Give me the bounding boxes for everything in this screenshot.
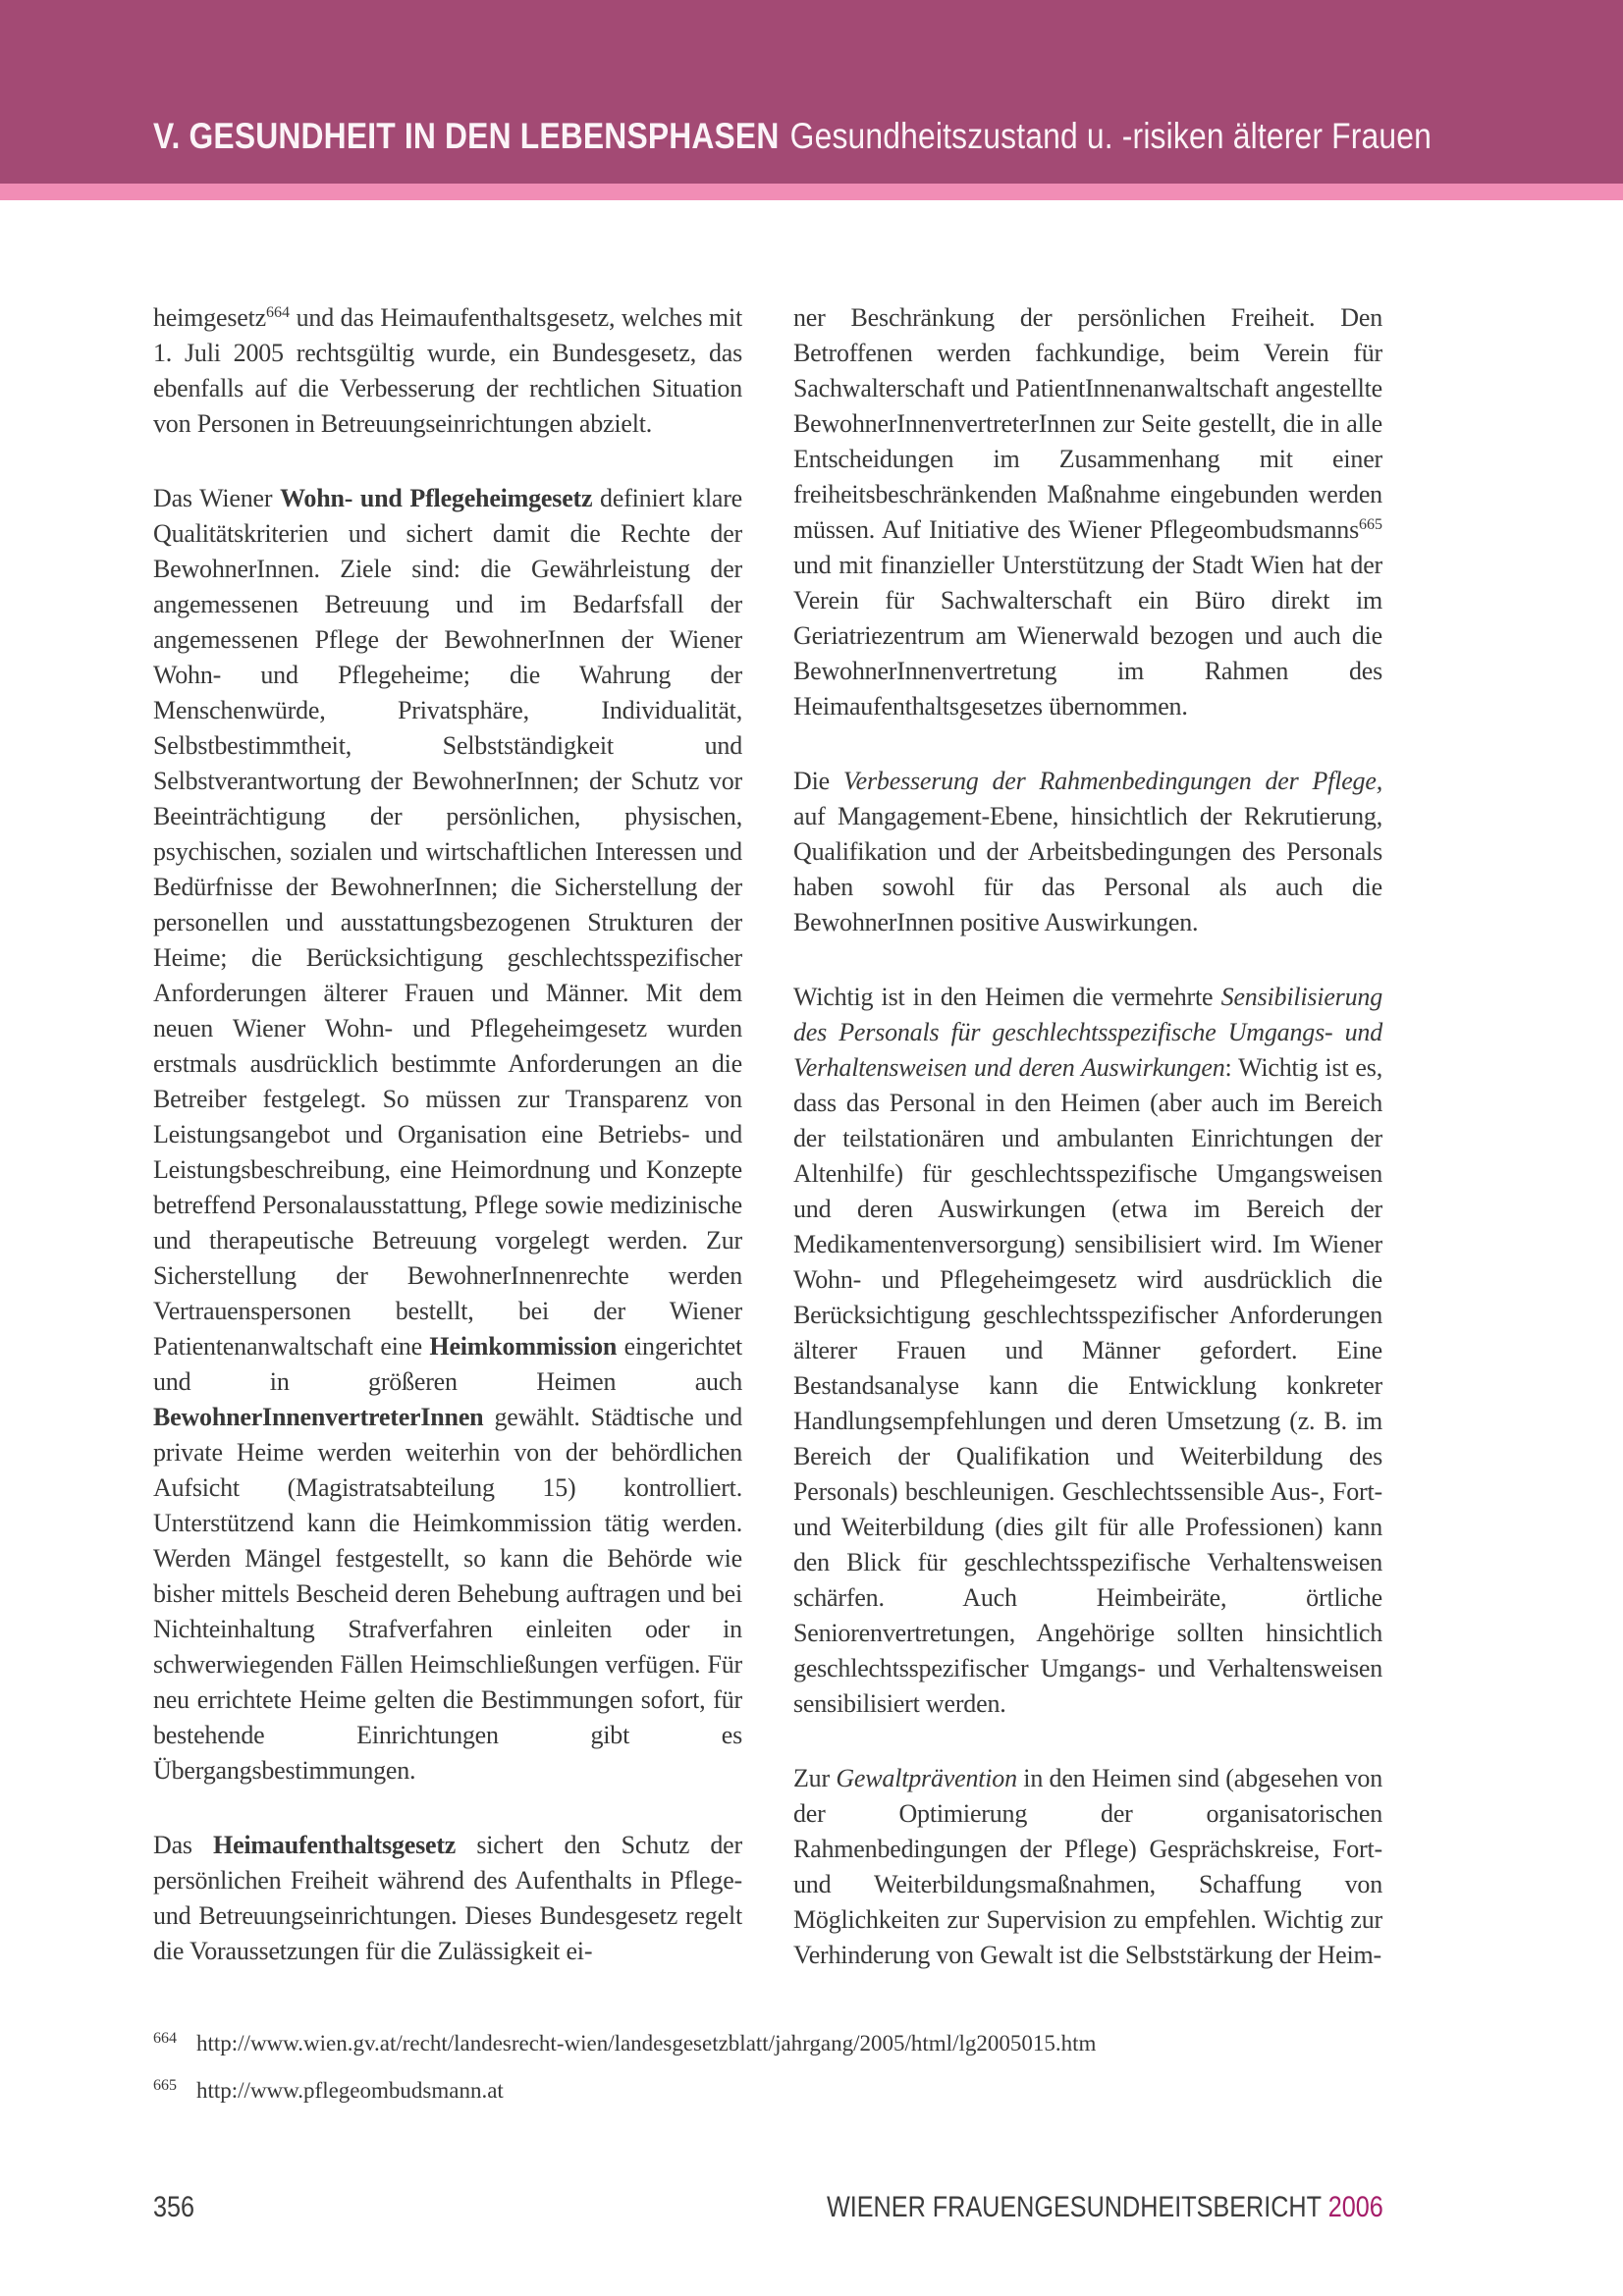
text-run: eingerichtet und in größeren Heimen auch bbox=[153, 1332, 742, 1396]
footnote-url: http://www.wien.gv.at/recht/landesrecht-wien/landesgesetzblatt/jahrgang/2005/html/lg2005015.htm bbox=[196, 2031, 1097, 2056]
left-column bbox=[153, 300, 742, 1973]
paragraph bbox=[153, 481, 742, 1789]
paragraph bbox=[153, 1828, 742, 1969]
accent-stripe bbox=[0, 184, 1623, 200]
text-run: Wohn- und Pflegeheimgesetz bbox=[280, 484, 593, 512]
text-run: BewohnerInnenvertreterInnen bbox=[153, 1403, 484, 1431]
footnote-reference: 665 bbox=[1359, 516, 1382, 533]
footnote bbox=[153, 2071, 1383, 2105]
text-run: Das Wiener bbox=[153, 484, 281, 512]
paragraph bbox=[793, 764, 1382, 940]
text-run: Zur bbox=[793, 1764, 837, 1792]
footnotes bbox=[153, 2024, 1383, 2118]
footnote-marker: 664 bbox=[153, 2030, 177, 2047]
footnote bbox=[153, 2024, 1383, 2057]
text-run: und mit finanzieller Unterstützung der Stadt Wien hat der Verein für Sachwalterschaft ein Büro direkt im Geriatriezentrum am Wienerwald bezogen und auch die BewohnerInnenvertretung im Rahmen des Heimaufenthaltsgesetzes übernommen. bbox=[793, 551, 1382, 721]
text-run: Die bbox=[793, 767, 843, 795]
report-title-line bbox=[827, 2191, 1383, 2224]
text-run: Das bbox=[153, 1831, 214, 1859]
right-column bbox=[793, 300, 1382, 1973]
text-run: in den Heimen sind (abgesehen von der Optimierung der organisatorischen Rahmenbedingungen der Pflege) Gesprächskreise, Fort- und Weiterbildungsmaßnahmen, Schaffung von Möglichkeiten zur Supervision zu empfehlen. Wichtig zur Verhinderung von Gewalt ist die Selbststärkung der Heim- bbox=[793, 1764, 1383, 1969]
paragraph bbox=[793, 980, 1382, 1722]
text-run: Heimkommission bbox=[429, 1332, 618, 1361]
text-run: gewählt. Städtische und private Heime werden weiterhin von der behördlichen Aufsicht (Magistratsabteilung 15) kontrolliert. Unterstützend kann die Heimkommission tätig werden. Werden Mängel festgestellt, so kann die Behörde wie bisher mittels Bescheid deren Behebung auftragen und bei Nichteinhaltung Strafverfahren einleiten oder in schwerwiegenden Fällen Heimschließungen verfügen. Für neu errichtete Heime gelten die Bestimmungen sofort, für bestehende Einrichtungen gibt es Übergangsbestimmungen. bbox=[153, 1403, 742, 1785]
paragraph bbox=[153, 300, 742, 442]
page-number: 356 bbox=[153, 2191, 195, 2223]
text-run: ner Beschränkung der persönlichen Freiheit. Den Betroffenen werden fachkundige, beim Verein für Sachwalterschaft und PatientInnenanwaltschaft angestellte BewohnerInnenvertreterInnen zur Seite gestellt, die in alle Entscheidungen im Zusammenhang mit einer freiheitsbeschränkenden Maßnahme eingebunden werden müssen. Auf Initiative des Wiener Pflegeombudsmanns bbox=[793, 303, 1382, 544]
text-run: Verbesserung der Rahmenbedingungen der Pflege, bbox=[842, 767, 1382, 795]
paragraph bbox=[793, 1761, 1382, 1973]
chapter-header-text bbox=[153, 116, 1432, 157]
text-run: Heimaufenthaltsgesetz bbox=[213, 1831, 457, 1859]
chapter-subtitle: Gesundheitszustand u. -risiken älterer Frauen bbox=[789, 116, 1432, 156]
page-footer bbox=[153, 2191, 1383, 2224]
footnote-marker: 665 bbox=[153, 2077, 177, 2094]
text-run: Gewaltprävention bbox=[836, 1764, 1017, 1792]
text-run: auf Mangagement-Ebene, hinsichtlich der Rekrutierung, Qualifikation und der Arbeitsbedingungen des Personals haben sowohl für das Personal als auch die BewohnerInnen positive Auswirkungen. bbox=[793, 802, 1382, 936]
text-run: sichert den Schutz der persönlichen Freiheit während des Aufenthalts in Pflege- und Betreuungseinrichtungen. Dieses Bundesgesetz regelt die Voraussetzungen für die Zulässigkeit ei- bbox=[153, 1831, 742, 1965]
chapter-title: V. GESUNDHEIT IN DEN LEBENSPHASEN bbox=[153, 116, 780, 156]
text-run: heimgesetz bbox=[153, 303, 266, 332]
report-year: 2006 bbox=[1327, 2191, 1383, 2223]
body-columns bbox=[153, 300, 1383, 1973]
footnote-reference: 664 bbox=[265, 304, 290, 321]
text-run: Sensibilisierung des Personals für geschlechtsspezifische Umgangs- und Verhaltensweisen und deren Auswirkungen bbox=[793, 983, 1382, 1082]
footnote-url: http://www.pflegeombudsmann.at bbox=[196, 2078, 504, 2103]
text-run: definiert klare Qualitätskriterien und sichert damit die Rechte der BewohnerInnen. Ziele sind: die Gewährleistung der angemessenen Betreuung und im Bedarfsfall der angemessenen Pflege der BewohnerInnen der Wiener Wohn- und Pflegeheime; die Wahrung der Menschenwürde, Privatsphäre, Individualität, Selbstbestimmtheit, Selbstständigkeit und Selbstverantwortung der BewohnerInnen; der Schutz vor Beeinträchtigung der persönlichen, physischen, psychischen, sozialen und wirtschaftlichen Interessen und Bedürfnisse der BewohnerInnen; die Sicherstellung der personellen und ausstattungsbezogenen Strukturen der Heime; die Berücksichtigung geschlechtsspezifischer Anforderungen älterer Frauen und Männer. Mit dem neuen Wiener Wohn- und Pflegeheimgesetz wurden erstmals ausdrücklich bestimmte Anforderungen an die Betreiber festgelegt. So müssen zur Transparenz von Leistungsangebot und Organisation eine Betriebs- und Leistungsbeschreibung, eine Heimordnung und Konzepte betreffend Personalausstattung, Pflege sowie medizinische und therapeutische Betreuung vorgelegt werden. Zur Sicherstellung der BewohnerInnenrechte werden Vertrauenspersonen bestellt, bei der Wiener Patientenanwaltschaft eine bbox=[153, 484, 742, 1361]
report-title: WIENER FRAUENGESUNDHEITSBERICHT bbox=[827, 2191, 1323, 2223]
text-run: : Wichtig ist es, dass das Personal in den Heimen (aber auch im Bereich der teilstationären und ambulanten Einrichtungen der Altenhilfe) für geschlechtsspezifische Umgangsweisen und deren Auswirkungen (etwa im Bereich der Medikamentenversorgung) sensibilisiert wird. Im Wiener Wohn- und Pflegeheimgesetz wird ausdrücklich die Berücksichtigung geschlechtsspezifischer Anforderungen älterer Frauen und Männer gefordert. Eine Bestandsanalyse kann die Entwicklung konkreter Handlungsempfehlungen und deren Umsetzung (z. B. im Bereich der Qualifikation und Weiterbildung des Personals) beschleunigen. Geschlechtssensible Aus-, Fort- und Weiterbildung (dies gilt für alle Professionen) kann den Blick für geschlechtsspezifische Verhaltensweisen schärfen. Auch Heimbeiräte, örtliche Seniorenvertretungen, Angehörige sollten hinsichtlich geschlechtsspezifischer Umgangs- und Verhaltensweisen sensibilisiert werden. bbox=[793, 1053, 1382, 1718]
text-run: Wichtig ist in den Heimen die vermehrte bbox=[793, 983, 1221, 1011]
chapter-header-band bbox=[0, 0, 1623, 184]
text-run: und das Heimaufenthaltsgesetz, welches mit 1. Juli 2005 rechtsgültig wurde, ein Bundesgesetz, das ebenfalls auf die Verbesserung der rechtlichen Situation von Personen in Betreuungseinrichtungen abzielt. bbox=[153, 303, 742, 438]
paragraph bbox=[793, 300, 1382, 724]
